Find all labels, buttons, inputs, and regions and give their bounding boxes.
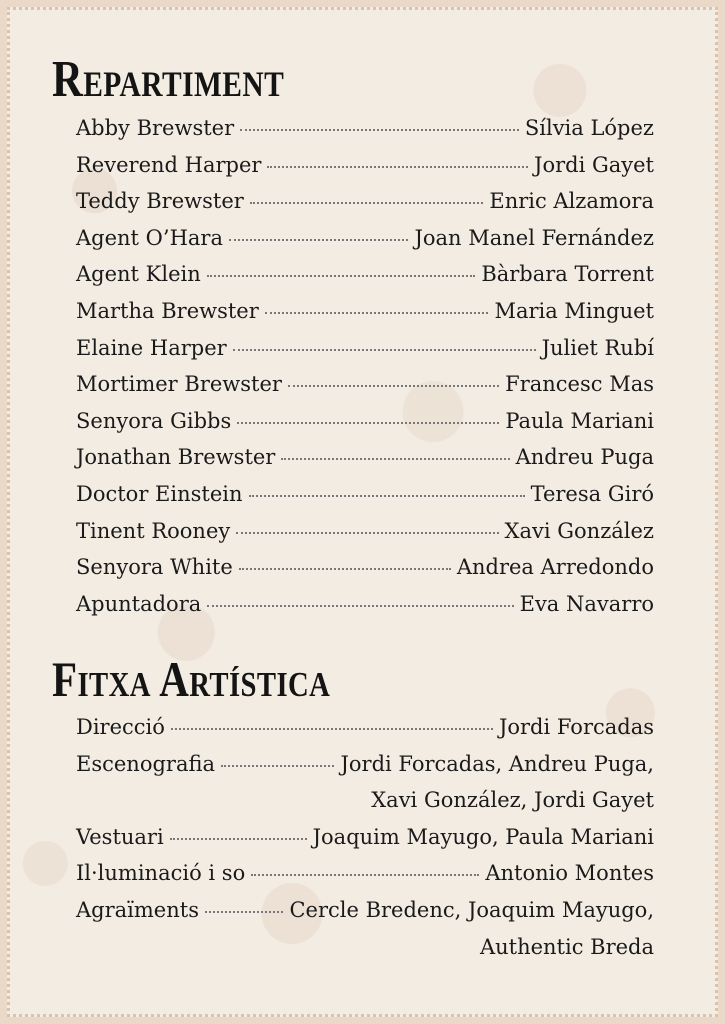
dot-leader [281,458,509,460]
role-label: Senyora Gibbs [76,408,232,433]
dot-leader [288,385,499,387]
credit-continuation: Authentic Breda [479,934,654,959]
person-name: Andrea Arredondo [456,555,654,580]
cast-heading: Repartiment [52,51,285,108]
crew-list [76,715,654,971]
role-label: Jonathan Brewster [76,445,276,470]
role-label: Reverend Harper [76,152,262,177]
crew-row [76,898,654,935]
dot-leader [239,568,451,570]
cast-row [76,336,654,373]
person-name: Andreu Puga [515,445,654,470]
person-name: Antonio Montes [485,861,654,886]
person-name: Enric Alzamora [489,189,654,214]
cast-row [76,226,654,263]
cast-row [76,482,654,519]
program-page [7,7,718,1017]
role-label: Elaine Harper [76,335,227,360]
dot-leader [205,911,283,913]
role-label: Agent Klein [76,262,201,287]
role-label: Agent O’Hara [76,225,223,250]
cast-row [76,372,654,409]
role-label: Senyora White [76,555,233,580]
role-label: Vestuari [76,824,164,849]
crew-heading: Fitxa Artística [52,651,331,707]
dot-leader [233,349,536,351]
cast-row [76,116,654,153]
cast-row [76,409,654,446]
dot-leader [236,532,498,534]
dot-leader [170,838,307,840]
person-name: Francesc Mas [505,372,654,397]
dot-leader [267,166,528,168]
person-name: Jordi Gayet [534,152,654,177]
crew-row [76,825,654,862]
role-label: Escenografia [76,751,215,776]
role-label: Il·luminació i so [76,861,246,886]
dot-leader [249,495,525,497]
cast-list [76,116,654,628]
crew-row [76,752,654,789]
dot-leader [207,605,513,607]
dot-leader [265,312,489,314]
cast-row [76,555,654,592]
role-label: Doctor Einstein [76,481,243,506]
person-name: Jordi Forcadas [498,715,654,739]
role-label: Teddy Brewster [76,189,244,214]
person-name: Juliet Rubí [541,335,654,360]
cast-row [76,299,654,336]
credit-continuation: Xavi González, Jordi Gayet [371,788,654,813]
dot-leader [229,239,408,241]
crew-row [76,715,654,752]
person-name: Eva Navarro [519,591,654,616]
dot-leader [251,874,479,876]
person-name: Joan Manel Fernández [414,225,654,250]
cast-row [76,153,654,190]
role-label: Agraïments [76,897,199,922]
role-label: Martha Brewster [76,298,259,323]
cast-row [76,189,654,226]
cast-row [76,445,654,482]
person-name: Jordi Forcadas, Andreu Puga, [340,751,654,776]
dot-leader [237,422,499,424]
crew-row [76,861,654,898]
person-name: Sílvia López [524,116,654,140]
role-label: Apuntadora [76,591,202,616]
person-name: Bàrbara Torrent [481,262,654,287]
role-label: Abby Brewster [76,116,235,140]
person-name: Teresa Giró [530,481,654,506]
person-name: Maria Minguet [494,298,654,323]
role-label: Tinent Rooney [76,518,231,543]
person-name: Xavi González [504,518,654,543]
cast-row [76,592,654,629]
cast-row [76,519,654,556]
dot-leader [250,202,484,204]
cast-row [76,262,654,299]
role-label: Mortimer Brewster [76,372,282,397]
dot-leader [207,275,476,277]
person-name: Paula Mariani [505,408,654,433]
dot-leader [171,728,493,730]
person-name: Joaquim Mayugo, Paula Mariani [312,824,654,849]
role-label: Direcció [76,715,165,739]
dot-leader [240,129,519,131]
dot-leader [221,765,334,767]
person-name: Cercle Bredenc, Joaquim Mayugo, [289,897,654,922]
